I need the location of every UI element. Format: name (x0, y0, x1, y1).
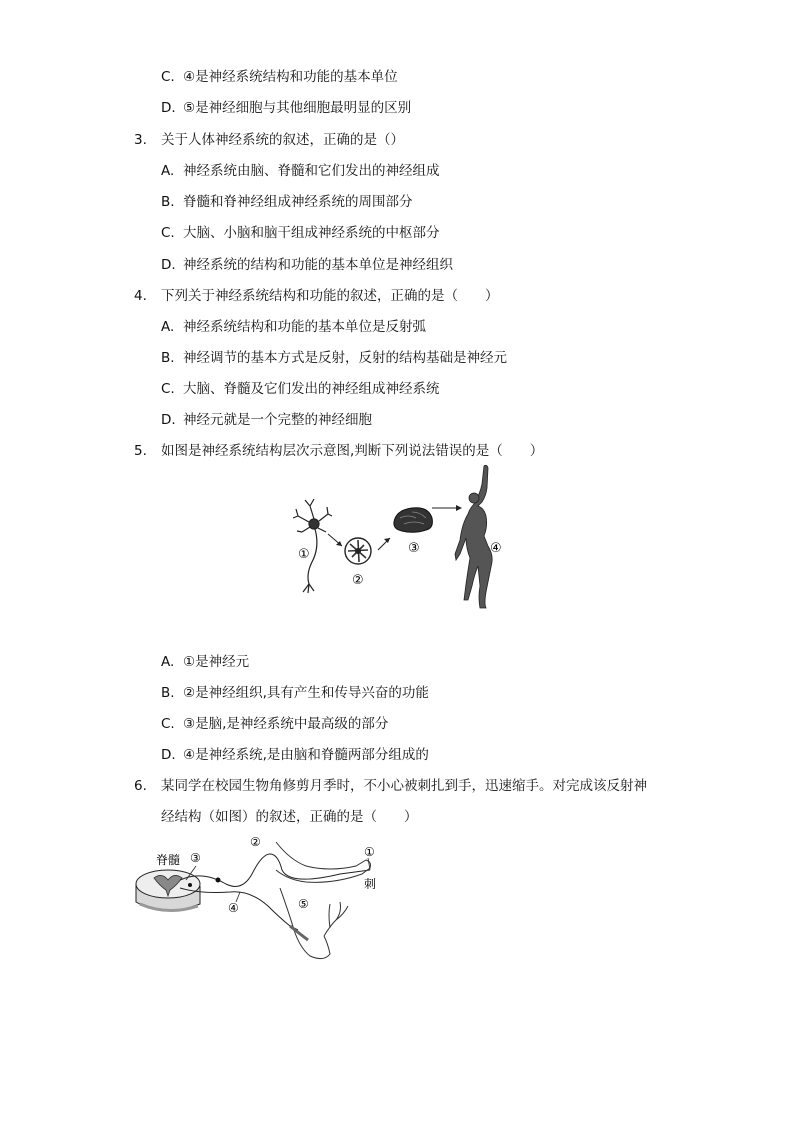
figure-label-3: ③ (408, 541, 420, 556)
question-4-number: 4. (134, 288, 147, 304)
option-text: ②是神经组织,具有产生和传导兴奋的功能 (183, 685, 429, 701)
option-text: 神经元就是一个完整的神经细胞 (183, 412, 372, 428)
figure-label-2: ② (352, 573, 364, 588)
reflex-label-2: ② (250, 835, 261, 849)
option-text: 大脑、脊髓及它们发出的神经组成神经系统 (183, 381, 440, 397)
question-5-option-b (161, 684, 429, 702)
question-3-option-a (161, 162, 440, 180)
option-letter: D. (161, 257, 176, 273)
neuron-illustration (293, 499, 332, 593)
option-letter: C. (161, 69, 175, 85)
option-text: 神经系统结构和功能的基本单位是反射弧 (183, 319, 426, 335)
question-4-option-a (161, 318, 426, 336)
option-letter: C. (161, 225, 175, 241)
option-letter: B. (161, 350, 175, 366)
option-text: 神经调节的基本方式是反射，反射的结构基础是神经元 (183, 350, 507, 366)
option-letter: B. (161, 685, 175, 701)
nervous-system-hierarchy-figure (280, 462, 520, 614)
question-6-number: 6. (134, 778, 147, 794)
question-4-stem: 下列关于神经系统结构和功能的叙述，正确的是（ ） (161, 288, 499, 304)
option-text: 神经系统的结构和功能的基本单位是神经组织 (183, 257, 453, 273)
figure-label-4: ④ (490, 541, 502, 556)
option-letter: B. (161, 194, 175, 210)
arm-illustration (276, 842, 371, 959)
question-6-stem-line2: 经结构（如图）的叙述，正确的是（ ） (161, 809, 418, 825)
question-5-stem: 如图是神经系统结构层次示意图,判断下列说法错误的是（ ） (161, 443, 544, 459)
question-5-option-d (161, 746, 429, 764)
option-text: 大脑、小脑和脑干组成神经系统的中枢部分 (183, 225, 440, 241)
question-3-option-c (161, 224, 440, 242)
option-letter: C. (161, 716, 175, 732)
figure-label-1: ① (298, 547, 310, 562)
question-3-option-b (161, 193, 413, 211)
option-letter: C. (161, 381, 175, 397)
reflex-label-4: ④ (228, 901, 239, 915)
question-6-stem-line1: 某同学在校园生物角修剪月季时，不小心被刺扎到手，迅速缩手。对完成该反射神 (161, 778, 647, 794)
question-4-option-c (161, 380, 440, 398)
human-figure-illustration (455, 465, 492, 608)
question-3-stem: 关于人体神经系统的叙述，正确的是（） (161, 132, 404, 148)
option-text: ④是神经系统结构和功能的基本单位 (183, 69, 398, 85)
option-letter: D. (161, 747, 176, 763)
option-text: 脊髓和脊神经组成神经系统的周围部分 (183, 194, 413, 210)
prev-option-d (161, 99, 411, 117)
reflex-label-3: ③ (190, 851, 201, 865)
question-4-option-b (161, 349, 507, 367)
thorn-label: 刺 (364, 877, 377, 891)
prev-option-c (161, 68, 398, 86)
option-letter: A. (161, 319, 175, 335)
question-4-option-d (161, 411, 372, 429)
nerve-tissue-illustration (345, 538, 371, 564)
brain-illustration (394, 508, 433, 533)
reflex-label-1: ① (364, 845, 375, 859)
option-text: ④是神经系统,是由脑和脊髓两部分组成的 (183, 747, 429, 763)
option-text: ③是脑,是神经系统中最高级的部分 (183, 716, 389, 732)
question-3-option-d (161, 256, 453, 274)
option-text: ①是神经元 (183, 654, 250, 670)
spinal-cord-label: 脊髓 (156, 853, 181, 867)
question-3-number: 3. (134, 132, 147, 148)
reflex-label-5: ⑤ (298, 897, 309, 911)
option-text: ⑤是神经细胞与其他细胞最明显的区别 (183, 100, 412, 116)
option-text: 神经系统由脑、脊髓和它们发出的神经组成 (183, 163, 440, 179)
question-5-option-a (161, 653, 249, 671)
question-5-number: 5. (134, 443, 147, 459)
option-letter: D. (161, 100, 176, 116)
option-letter: A. (161, 654, 175, 670)
option-letter: D. (161, 412, 176, 428)
reflex-arc-figure (130, 830, 390, 972)
question-5-option-c (161, 715, 388, 733)
option-letter: A. (161, 163, 175, 179)
